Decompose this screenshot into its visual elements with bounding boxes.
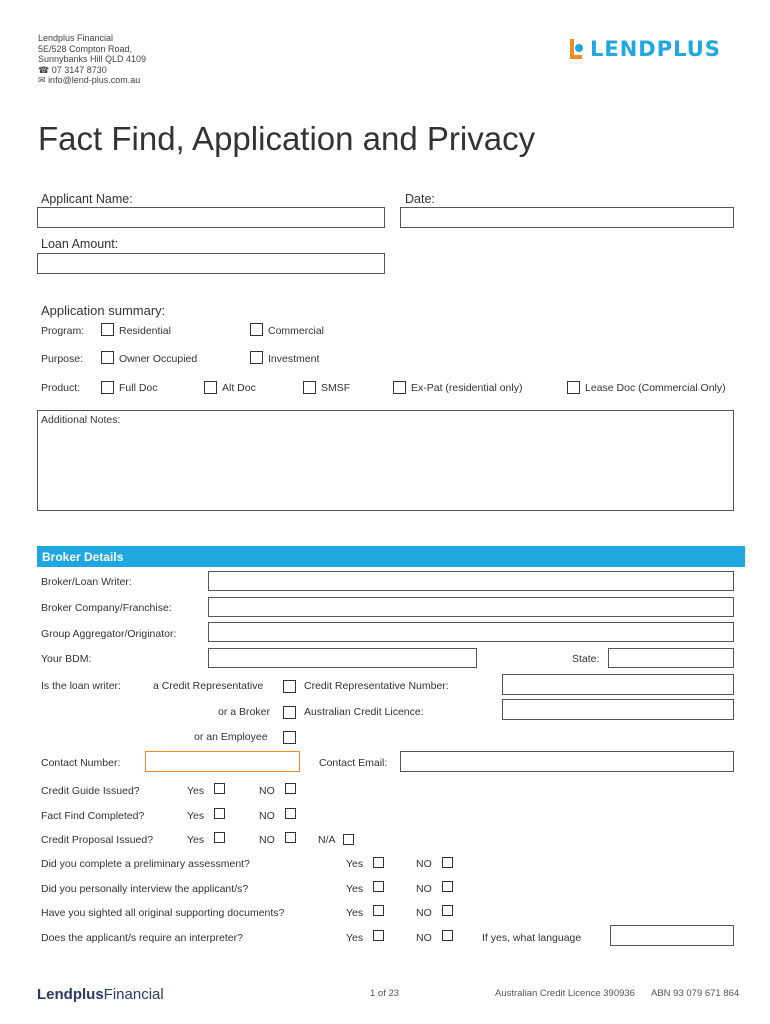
logo-text: LENDPLUS: [590, 37, 721, 61]
fact-find-question: Fact Find Completed?: [41, 810, 145, 822]
contact-number-field[interactable]: [145, 751, 300, 772]
alt-doc-label: Alt Doc: [222, 382, 256, 394]
credit-rep-checkbox[interactable]: [283, 680, 296, 693]
contact-email-field[interactable]: [400, 751, 734, 772]
loan-amount-field[interactable]: [37, 253, 385, 274]
language-label: If yes, what language: [482, 932, 582, 944]
employee-checkbox[interactable]: [283, 731, 296, 744]
applicant-name-label: Applicant Name:: [41, 192, 133, 206]
preliminary-no-label: NO: [416, 858, 432, 870]
interpreter-yes-checkbox[interactable]: [373, 930, 384, 941]
sighted-question: Have you sighted all original supporting documents?: [41, 907, 285, 919]
broker-company-label: Broker Company/Franchise:: [41, 602, 172, 614]
full-doc-checkbox[interactable]: [101, 381, 114, 394]
alt-doc-checkbox[interactable]: [204, 381, 217, 394]
lease-doc-checkbox[interactable]: [567, 381, 580, 394]
company-address: [38, 33, 146, 86]
commercial-label: Commercial: [268, 325, 325, 337]
credit-proposal-yes-label: Yes: [187, 834, 205, 846]
date-label: Date:: [405, 192, 435, 206]
state-field[interactable]: [608, 648, 734, 668]
credit-rep-number-label: Credit Representative Number:: [304, 680, 449, 692]
interpreter-no-checkbox[interactable]: [442, 930, 453, 941]
sighted-no-label: NO: [416, 907, 432, 919]
state-label: State:: [572, 653, 600, 665]
broker-writer-field[interactable]: [208, 571, 734, 591]
fact-find-no-label: NO: [259, 810, 275, 822]
credit-proposal-question: Credit Proposal Issued?: [41, 834, 154, 846]
aggregator-field[interactable]: [208, 622, 734, 642]
sighted-no-checkbox[interactable]: [442, 905, 453, 916]
contact-number-label: Contact Number:: [41, 757, 121, 769]
logo-mark-icon: [566, 37, 586, 61]
credit-licence-field[interactable]: [502, 699, 734, 720]
footer-logo-light: Financial: [103, 986, 164, 1003]
company-name: Lendplus Financial: [38, 33, 114, 43]
mail-icon: ✉: [38, 75, 46, 85]
broker-details-header: [37, 546, 745, 567]
additional-notes-field[interactable]: [37, 410, 734, 511]
lendplus-logo: [566, 36, 721, 62]
date-field[interactable]: [400, 207, 734, 228]
interview-question: Did you personally interview the applicant/s?: [41, 883, 249, 895]
interpreter-no-label: NO: [416, 932, 432, 944]
residential-label: Residential: [119, 325, 171, 337]
credit-proposal-no-checkbox[interactable]: [285, 832, 296, 843]
interview-no-label: NO: [416, 883, 432, 895]
interview-yes-label: Yes: [346, 883, 364, 895]
owner-occupied-checkbox[interactable]: [101, 351, 114, 364]
credit-guide-question: Credit Guide Issued?: [41, 785, 140, 797]
footer-logo-bold: Lendplus: [37, 986, 104, 1003]
page-title: Fact Find, Application and Privacy: [38, 120, 536, 157]
investment-checkbox[interactable]: [250, 351, 263, 364]
fact-find-yes-label: Yes: [187, 810, 205, 822]
credit-proposal-yes-checkbox[interactable]: [214, 832, 225, 843]
fact-find-no-checkbox[interactable]: [285, 808, 296, 819]
ex-pat-label: Ex-Pat (residential only): [411, 382, 523, 394]
credit-rep-number-field[interactable]: [502, 674, 734, 695]
residential-checkbox[interactable]: [101, 323, 114, 336]
employee-label: or an Employee: [194, 731, 268, 743]
credit-proposal-no-label: NO: [259, 834, 275, 846]
credit-proposal-na-label: N/A: [318, 834, 336, 846]
preliminary-question: Did you complete a preliminary assessment?: [41, 858, 250, 870]
interview-no-checkbox[interactable]: [442, 881, 453, 892]
interpreter-question: Does the applicant/s require an interpreter?: [41, 932, 243, 944]
product-label: Product:: [41, 382, 81, 394]
credit-guide-yes-checkbox[interactable]: [214, 783, 225, 794]
is-loan-writer-label: Is the loan writer:: [41, 680, 121, 692]
phone-icon: ☎: [38, 64, 50, 75]
credit-rep-label: a Credit Representative: [153, 680, 264, 692]
summary-heading: Application summary:: [41, 303, 166, 318]
bdm-label: Your BDM:: [41, 653, 92, 665]
phone-number: 07 3147 8730: [51, 64, 107, 75]
interpreter-yes-label: Yes: [346, 932, 364, 944]
credit-guide-no-label: NO: [259, 785, 275, 797]
investment-label: Investment: [268, 353, 320, 365]
credit-licence-number: Australian Credit Licence 390936: [495, 988, 635, 999]
footer-logo: [37, 986, 164, 1003]
commercial-checkbox[interactable]: [250, 323, 263, 336]
credit-guide-yes-label: Yes: [187, 785, 205, 797]
email-address: info@lend-plus.com.au: [48, 75, 141, 85]
broker-company-field[interactable]: [208, 597, 734, 617]
abn-number: ABN 93 079 671 864: [651, 988, 740, 999]
broker-details-title: Broker Details: [42, 550, 124, 564]
address-line-2: Sunnybanks Hill QLD 4109: [38, 54, 147, 64]
purpose-label: Purpose:: [41, 353, 84, 365]
program-label: Program:: [41, 325, 85, 337]
bdm-field[interactable]: [208, 648, 477, 668]
page-number: 1 of 23: [370, 988, 400, 999]
loan-amount-label: Loan Amount:: [41, 237, 119, 251]
preliminary-yes-checkbox[interactable]: [373, 857, 384, 868]
broker-option-label: or a Broker: [218, 706, 270, 718]
language-field[interactable]: [610, 925, 734, 946]
smsf-checkbox[interactable]: [303, 381, 316, 394]
preliminary-yes-label: Yes: [346, 858, 364, 870]
aggregator-label: Group Aggregator/Originator:: [41, 628, 177, 640]
broker-checkbox[interactable]: [283, 706, 296, 719]
credit-licence-label: Australian Credit Licence:: [304, 706, 424, 718]
interview-yes-checkbox[interactable]: [373, 881, 384, 892]
applicant-name-field[interactable]: [37, 207, 385, 228]
address-line-1: 5E/528 Compton Road,: [38, 43, 133, 54]
additional-notes-label: Additional Notes:: [41, 414, 121, 426]
broker-writer-label: Broker/Loan Writer:: [41, 576, 132, 588]
preliminary-no-checkbox[interactable]: [442, 857, 453, 868]
ex-pat-checkbox[interactable]: [393, 381, 406, 394]
credit-proposal-na-checkbox[interactable]: [343, 834, 354, 845]
fact-find-yes-checkbox[interactable]: [214, 808, 225, 819]
sighted-yes-checkbox[interactable]: [373, 905, 384, 916]
owner-occupied-label: Owner Occupied: [119, 353, 198, 365]
lease-doc-label: Lease Doc (Commercial Only): [585, 382, 726, 394]
full-doc-label: Full Doc: [119, 382, 158, 394]
contact-email-label: Contact Email:: [319, 757, 388, 769]
credit-guide-no-checkbox[interactable]: [285, 783, 296, 794]
smsf-label: SMSF: [321, 382, 351, 394]
sighted-yes-label: Yes: [346, 907, 364, 919]
